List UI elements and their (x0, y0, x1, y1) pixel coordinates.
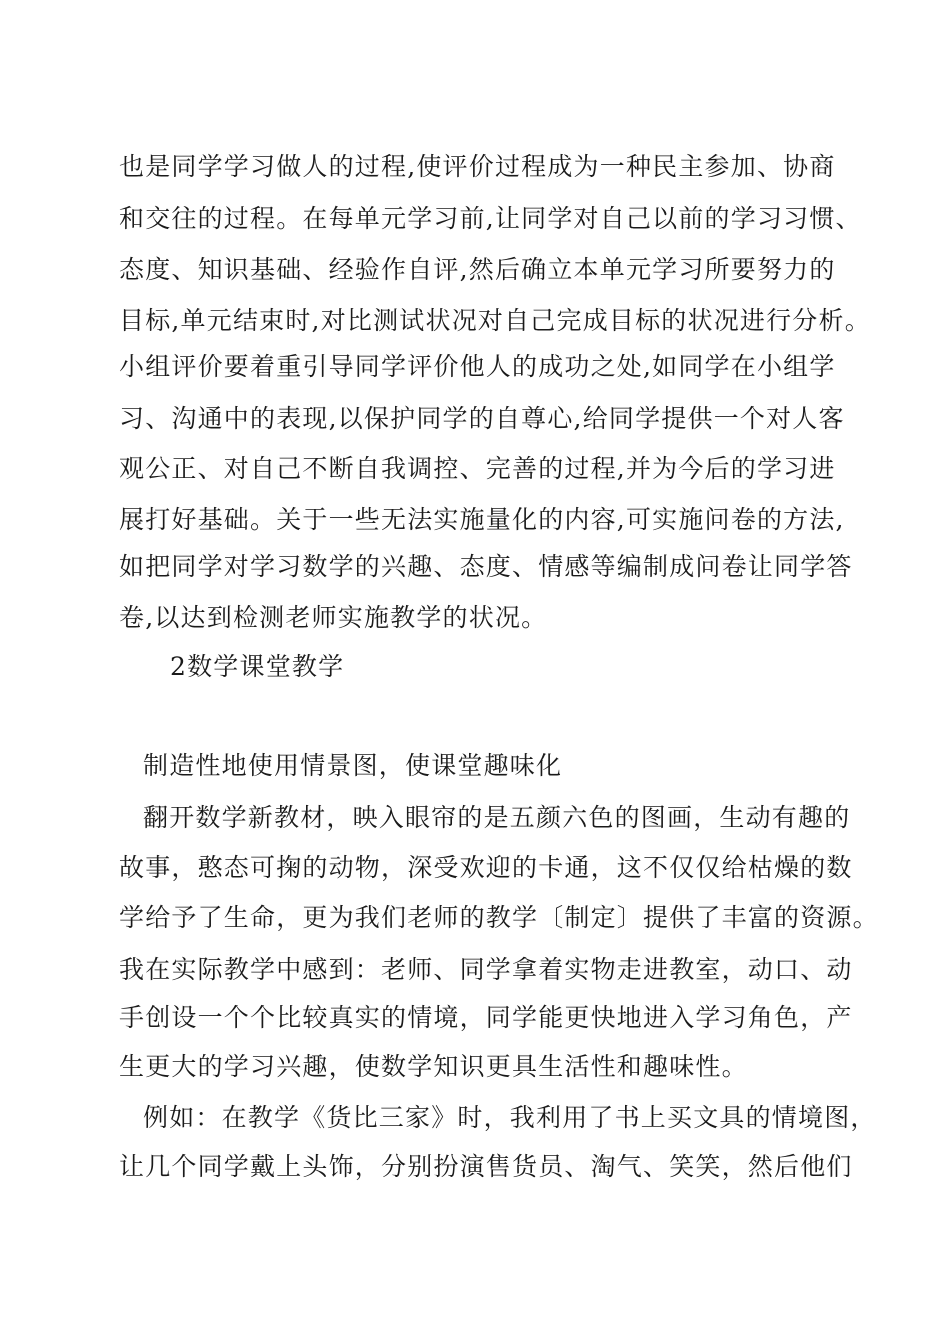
paragraph-line: 学给予了生命，更为我们老师的教学〔制定〕提供了丰富的资源。 (119, 903, 879, 932)
paragraph-line: 和交往的过程。在每单元学习前,让同学对自己以前的学习习惯、 (119, 204, 862, 233)
paragraph-line: 如把同学对学习数学的兴趣、态度、情感等编制成问卷让同学答 (119, 552, 853, 581)
paragraph-line: 展打好基础。关于一些无法实施量化的内容,可实施问卷的方法, (119, 505, 845, 534)
paragraph-line: 手创设一个个比较真实的情境，同学能更快地进入学习角色，产 (119, 1003, 853, 1032)
paragraph-line: 故事，憨态可掬的动物，深受欢迎的卡通，这不仅仅给枯燥的数 (119, 853, 853, 882)
paragraph-line: 观公正、对自己不断自我调控、完善的过程,并为今后的学习进 (119, 454, 836, 483)
paragraph-line: 让几个同学戴上头饰，分别扮演售货员、淘气、笑笑，然后他们 (119, 1152, 853, 1181)
paragraph-line: 卷,以达到检测老师实施教学的状况。 (119, 603, 548, 632)
paragraph-line: 例如：在教学《货比三家》时，我利用了书上买文具的情境图， (143, 1103, 877, 1132)
paragraph-line: 翻开数学新教材，映入眼帘的是五颜六色的图画，生动有趣的 (143, 803, 851, 832)
paragraph-line: 我在实际教学中感到：老师、同学拿着实物走进教室，动口、动 (119, 955, 853, 984)
paragraph-line: 习、沟通中的表现,以保护同学的自尊心,给同学提供一个对人客 (119, 404, 845, 433)
section-heading: 2数学课堂教学 (170, 652, 345, 681)
paragraph-line: 目标,单元结束时,对比测试状况对自己完成目标的状况进行分析。 (119, 306, 871, 335)
subsection-heading: 制造性地使用情景图，使课堂趣味化 (143, 751, 563, 780)
paragraph-line: 小组评价要着重引导同学评价他人的成功之处,如同学在小组学 (119, 352, 836, 381)
paragraph-line: 态度、知识基础、经验作自评,然后确立本单元学习所要努力的 (119, 255, 836, 284)
paragraph-line: 生更大的学习兴趣，使数学知识更具生活性和趣味性。 (119, 1052, 748, 1081)
paragraph-line: 也是同学学习做人的过程,使评价过程成为一种民主参加、协商 (119, 152, 836, 181)
